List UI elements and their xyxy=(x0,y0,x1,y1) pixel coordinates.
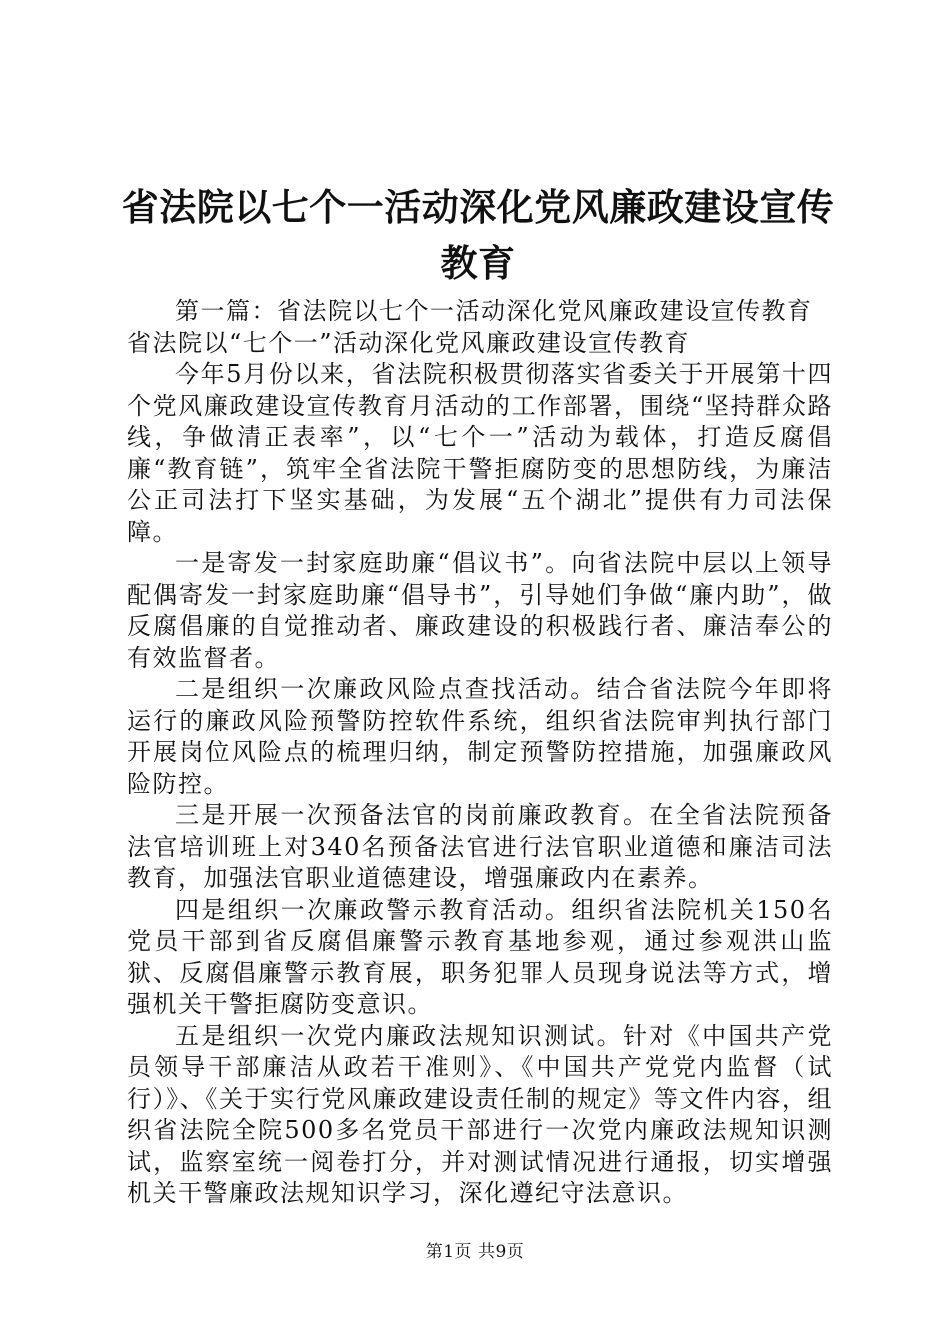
paragraph-item-3: 三是开展一次预备法官的岗前廉政教育。在全省法院预备法官培训班上对340名预备法官进行法官职业道德和廉洁司法教育，加强法官职业道德建设，增强廉政内在素养。 xyxy=(127,801,833,892)
paragraph-item-1: 一是寄发一封家庭助廉“倡议书”。向省法院中层以上领导配偶寄发一封家庭助廉“倡导书”，引导她们争做“廉内助”，做反腐倡廉的自觉推动者、廉政建设的积极践行者、廉洁奉公的有效监督者。 xyxy=(127,549,833,672)
paragraph-heading: 第一篇：省法院以七个一活动深化党风廉政建设宣传教育 xyxy=(175,297,813,325)
paragraph-intro: 今年5月份以来，省法院积极贯彻落实省委关于开展第十四个党风廉政建设宣传教育月活动的工作部署，围绕“坚持群众路线，争做清正表率”，以“七个一”活动为载体，打造反腐倡廉“教育链”，筑牢全省法院干警拒腐防变的思想防线，为廉洁公正司法打下坚实基础，为发展“五个湖北”提供有力司法保障。 xyxy=(127,360,833,546)
document-title: 省法院以七个一活动深化党风廉政建设宣传教育 xyxy=(121,186,835,285)
document-body xyxy=(127,296,833,1210)
page-number-footer: 第1页 共9页 xyxy=(425,1242,525,1262)
paragraph-item-2: 二是组织一次廉政风险点查找活动。结合省法院今年即将运行的廉政风险预警防控软件系统，组织省法院审判执行部门开展岗位风险点的梳理归纳，制定预警防控措施，加强廉政风险防控。 xyxy=(127,675,833,798)
paragraph-item-5: 五是组织一次党内廉政法规知识测试。针对《中国共产党员领导干部廉洁从政若干准则》、《中国共产党党内监督（试行）》、《关于实行党风廉政建设责任制的规定》等文件内容，组织省法院全院500多名党员干部进行一次党内廉政法规知识测试，监察室统一阅卷打分，并对测试情况进行通报，切实增强机关干警廉政法规知识学习，深化遵纪守法意识。 xyxy=(127,1021,833,1207)
paragraph-item-4: 四是组织一次廉政警示教育活动。组织省法院机关150名党员干部到省反腐倡廉警示教育基地参观，通过参观洪山监狱、反腐倡廉警示教育展，职务犯罪人员现身说法等方式，增强机关干警拒腐防变意识。 xyxy=(127,895,833,1018)
paragraph-subtitle: 省法院以“七个一”活动深化党风廉政建设宣传教育 xyxy=(127,328,691,357)
